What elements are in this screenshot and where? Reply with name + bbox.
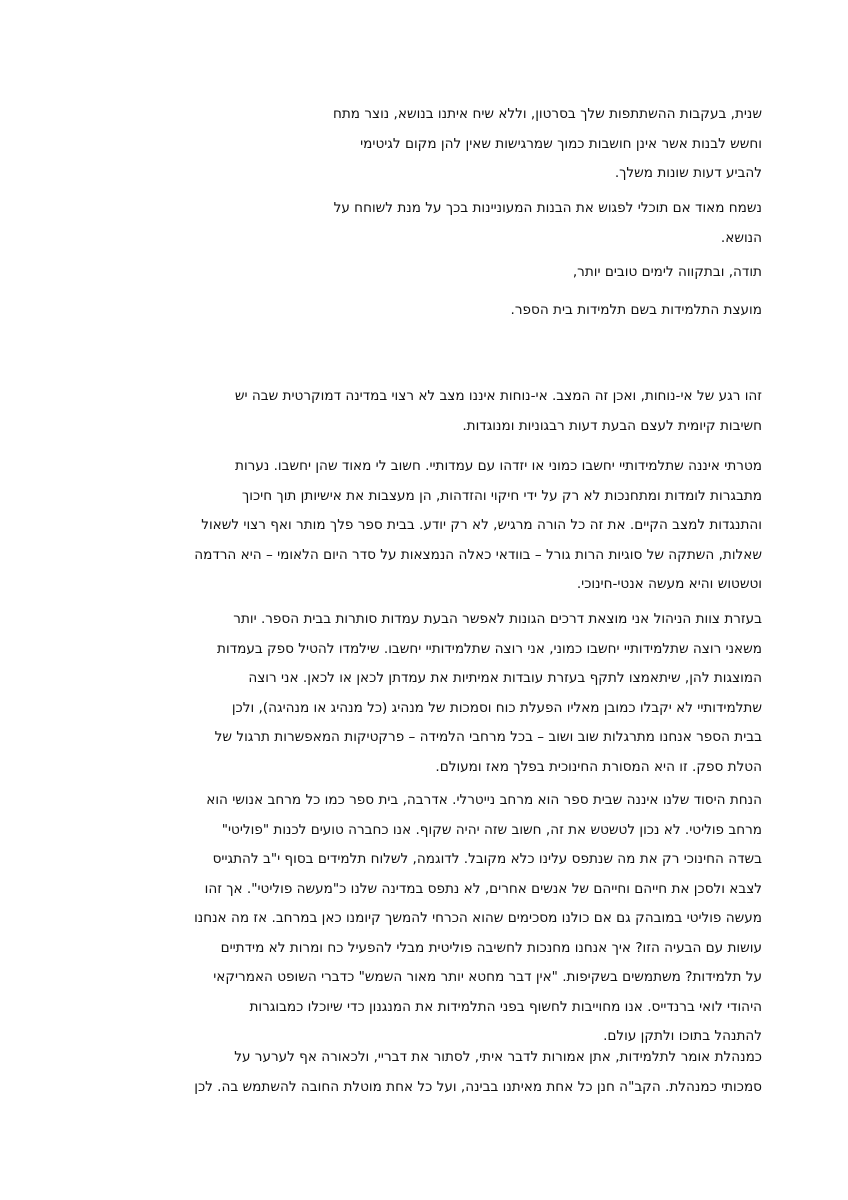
text-line: מרחב פוליטי. לא נכון לטשטש את זה, חשוב שזה יהיה שקוף. אנו כחברה טועים לכנות "פוליטי" [221, 821, 762, 838]
text-line: וטשטוש והיא מעשה אנטי-חינוכי. [576, 576, 762, 592]
text-line: שנית, בעקבות ההשתתפות שלך בסרטון, וללא שיח איתנו בנושא, נוצר מתח [332, 106, 762, 122]
text-line: עושות עם הבעיה הזו? איך אנחנו מחנכות לחשיבה פוליטית מבלי להפעיל כח ומרות לא מידתיים [220, 939, 762, 956]
text-line: חשיבות קיומית לעצם הבעת דעות רבגוניות ומנוגדות. [462, 417, 762, 434]
text-line: שתלמידותיי לא יקבלו כמובן מאליו הפעלת כוח וסמכות של מנהיג (כל מנהיג או מנהיגה), ולכן [231, 699, 762, 716]
text-line: לצבא ולסכן את חייהם וחייהם של אנשים אחרים, לא נתפס במדינה שלנו כ"מעשה פוליטי". אך זהו [204, 880, 762, 897]
letter-signature [165, 296, 762, 326]
response-paragraph-3 [98, 605, 762, 782]
text-line: על תלמידות? משתמשים בשקיפות. "אין דבר מחטא יותר מאור השמש" כדברי השופט האמריקאי [213, 969, 762, 985]
text-line: זהו רגע של אי-נוחות, ואכן זה המצב. אי-נוחות איננו מצב לא רצוי במדינה דמוקרטית שבה יש [234, 388, 762, 404]
text-line: תודה, ובתקווה לימים טובים יותר, [572, 264, 762, 280]
text-line: בבית הספר אנחנו מתרגלות שוב ושוב – בכל מרחבי הלמידה – פרקטיקות המאפשרות תרגול של [214, 729, 762, 745]
text-line: המוצגות להן, שיתאמצו לתקף בעזרת עובדות אמיתיות את עמדתן לכאן או לכאן. אני רוצה [248, 670, 762, 686]
text-line: שאלות, השתקה של סוגיות הרות גורל – בוודאי כאלה הנמצאות על סדר היום הלאומי – היא הרדמה [194, 546, 762, 563]
text-line: הנחת היסוד שלנו איננה שבית ספר הוא מרחב נייטרלי. אדרבה, בית ספר כמו כל מרחב אנושי הוא [206, 792, 762, 808]
text-line: הטלת ספק. זו היא המסורת החינוכית בפלך מאז ומעולם. [435, 758, 762, 775]
response-paragraph-1 [98, 382, 762, 441]
response-paragraph-2 [98, 452, 762, 600]
letter-paragraph-2 [165, 194, 762, 253]
text-line: כמנהלת אומר לתלמידות, אתן אמורות לדבר איתי, לסתור את דבריי, ולכאורה אף לערער על [234, 1049, 762, 1065]
text-line: הנושא. [720, 229, 762, 246]
text-line: משאני רוצה שתלמידותיי יחשבו כמוני, אני רוצה שתלמידותיי יחשבו. שילמדו להטיל ספק בעמדות [217, 640, 762, 657]
text-line: להביע דעות שונות משלך. [614, 165, 762, 181]
text-line: מטרתי איננה שתלמידותיי יחשבו כמוני או יזדהו עם עמדותיי. חשוב לי מאוד שהן יחשבו. נערות [235, 458, 762, 474]
text-line: להתנהל בתוכו ולתקן עולם. [603, 1028, 762, 1044]
response-paragraph-5 [98, 1043, 762, 1102]
text-line: מעשה פוליטי במובהק גם אם כולנו מסכימים שהוא הכרחי להמשך קיומנו כאן במרחב. אז מה אנחנו [194, 910, 762, 926]
text-line: בשדה החינוכי רק את מה שנתפס עלינו כלא מקובל. לדוגמה, לשלוח תלמידים בסוף י"ב להתגייס [212, 851, 762, 867]
response-paragraph-4 [98, 786, 762, 1052]
text-line: היהודי לואי ברנדייס. אנו מחוייבות לחשוף בפני התלמידות את המנגנון כדי שיוכלו כמבוגרות [249, 998, 762, 1015]
text-line: מתבגרות לומדות ומתחנכות לא רק על ידי חיקוי והזדהות, הן מעצבות את אישיותן תוך חיכוך [241, 487, 762, 504]
text-line: וחשש לבנות אשר אינן חושבות כמוך שמרגישות שאין להן מקום לגיטימי [360, 135, 762, 152]
text-line: בעזרת צוות הניהול אני מוצאת דרכים הגונות לאפשר הבעת עמדות סותרות בבית הספר. יותר [233, 611, 762, 627]
text-line: והתנגדות למצב הקיים. את זה כל הורה מרגיש, לא רק יודע. בבית ספר פלך מותר ואף רצוי לשאול [201, 517, 762, 533]
text-line: מועצת התלמידות בשם תלמידות בית הספר. [510, 302, 762, 318]
text-line: סמכותי כמנהלת. הקב"ה חנן כל אחת מאיתנו בבינה, ועל כל אחת מוטלת החובה להשתמש בה. לכן [194, 1078, 762, 1095]
text-line: נשמח מאוד אם תוכלי לפגוש את הבנות המעוניינות בכך על מנת לשוחח על [333, 200, 762, 216]
letter-paragraph-1 [165, 100, 762, 189]
letter-closing [165, 258, 762, 288]
